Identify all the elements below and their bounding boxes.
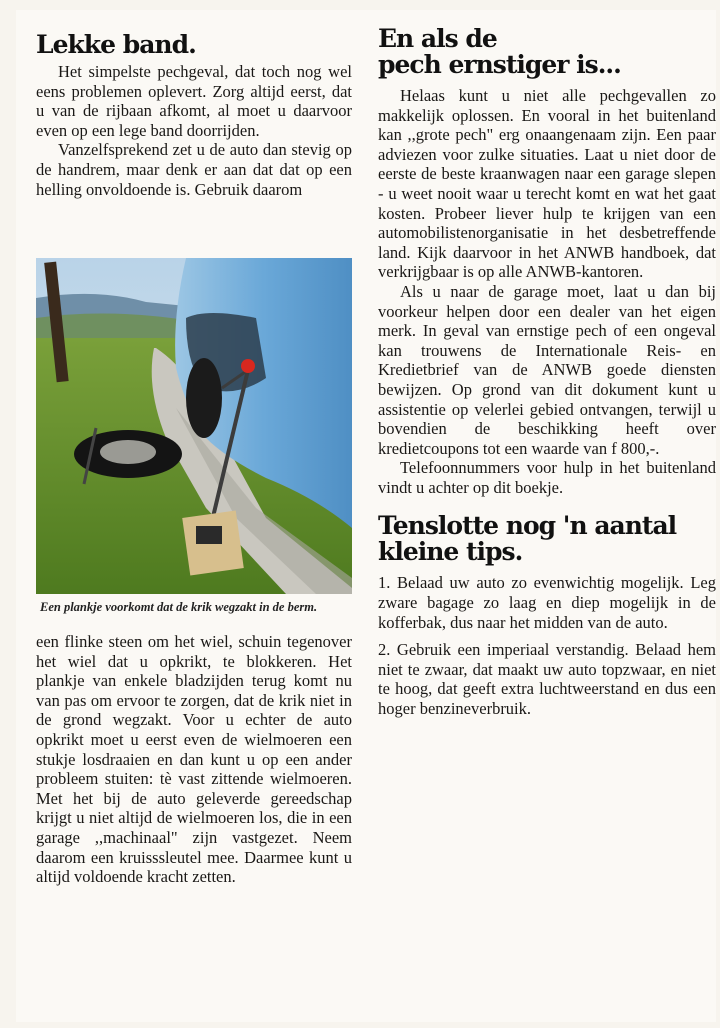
heading-line-1: En als de — [378, 24, 497, 53]
right-column — [378, 10, 716, 719]
left-paragraph-2: Vanzelfsprekend zet u de auto dan stevig op de handrem, maar denk er aan dat dat op een helling onvoldoende is. Gebruik daarom — [36, 140, 352, 199]
left-column — [36, 10, 370, 887]
right-paragraph-2: Als u naar de garage moet, laat u dan bij voorkeur helpen door een dealer van het eigen merk. In geval van ernstige pech of een ongeval kan trouwens de Internationale Reis- en Kredietbrief van de ANWB goede diensten bewijzen. Op grond van dit dokument kunt u assistentie op velerlei gebied ontvangen, terwijl u bovendien de beschikking heeft over kredietcoupons tot een waarde van f 800,-. — [378, 281, 716, 458]
photo-caption: Een plankje voorkomt dat de krik wegzakt in de berm. — [40, 600, 318, 614]
heading-line-2: pech ernstiger is... — [378, 50, 621, 79]
right-paragraph-1: Helaas kunt u niet alle pechgevallen zo makkelijk oplossen. En vooral in het buitenland kan ,,grote pech" erg onaangenaam zijn. Een paar adviezen voor zulke situaties. Laat u niet door de eerste de beste kraanwagen naar een garage slepen - u weet nooit waar u terecht komt en wat het gaat kosten. Probeer liever hulp te krijgen van een automobilistenorganisatie in het desbetreffende land. Kijk daarvoor in het ANWB handboek, dat verkrijgbaar is op alle ANWB-kantoren. — [378, 86, 716, 282]
right-paragraph-3: Telefoonnummers voor hulp in het buitenland vindt u achter op dit boekje. — [378, 458, 716, 497]
photo-car-jack — [36, 258, 352, 594]
heading2-line-1: Tenslotte nog 'n aantal — [378, 511, 677, 541]
heading-lekke-band: Lekke band. — [36, 30, 196, 59]
left-paragraph-1: Het simpelste pechgeval, dat toch nog wel eens problemen oplevert. Zorg altijd eerst, dat u van de rijbaan afkomt, al moet u daarvoor even op een lege band doorrijden. — [36, 62, 352, 140]
heading-ernstige-pech — [378, 26, 716, 78]
tip-1: 1. Belaad uw auto zo evenwichtig mogelijk. Leg zware bagage zo laag en diep mogelijk in de kofferbak, dus naar het midden van de auto. — [378, 573, 716, 632]
page — [16, 10, 716, 1022]
heading2-line-2: kleine tips. — [378, 537, 523, 567]
left-paragraph-3: een flinke steen om het wiel, schuin tegenover het wiel dat u opkrikt, te blokkeren. Het plankje van enkele bladzijden terug komt nu van pas om ervoor te zorgen, dat de krik niet in de grond wegzakt. Voor u echter de auto opkrikt moet u eerst even de wielmoeren een stukje losdraaien en dan kunt u op een ander probleem stuiten: tè vast zittende wielmoeren. Met het bij de auto geleverde gereedschap krijgt u niet altijd de wielmoeren los, die in een garage ,,machinaal" zijn vastgezet. Neem daarom een kruisssleutel mee. Daarmee kunt u altijd voldoende kracht zetten. — [36, 632, 352, 887]
tip-2: 2. Gebruik een imperiaal verstandig. Belaad hem niet te zwaar, dat maakt uw auto topzwaar, en niet te hoog, dat geeft extra luchtweerstand en dus een hoger benzineverbruik. — [378, 640, 716, 719]
heading-kleine-tips — [378, 513, 716, 565]
